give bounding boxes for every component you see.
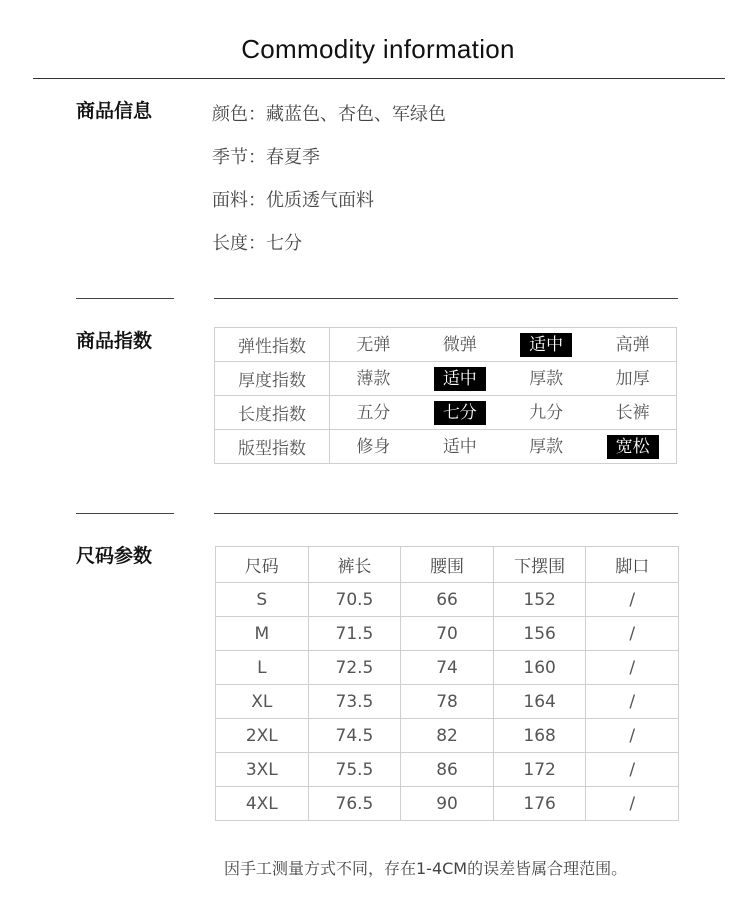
index-option-cell [417,362,503,396]
index-option-cell [503,362,589,396]
size-cell: L [216,651,309,685]
size-header-cell: 脚口 [586,547,679,583]
index-option: 九分 [529,402,564,423]
index-option-cell [330,362,417,396]
size-cell: 172 [493,753,586,787]
size-cell: 168 [493,719,586,753]
size-cell: 76.5 [308,787,401,821]
index-option: 长裤 [615,402,650,423]
size-cell: 82 [401,719,494,753]
size-cell: 73.5 [308,685,401,719]
index-option-selected: 适中 [434,367,486,391]
index-option-cell [589,362,676,396]
size-header-cell: 腰围 [401,547,494,583]
size-row [216,719,679,753]
size-row [216,685,679,719]
index-option-selected: 适中 [520,333,572,357]
size-cell: 72.5 [308,651,401,685]
size-cell: 86 [401,753,494,787]
index-option-cell [589,328,676,362]
size-cell: / [586,719,679,753]
size-cell: 176 [493,787,586,821]
index-option-cell [589,396,676,430]
size-row [216,583,679,617]
size-cell: / [586,787,679,821]
size-cell: M [216,617,309,651]
size-cell: 2XL [216,719,309,753]
product-index-table [214,327,677,464]
size-cell: 152 [493,583,586,617]
index-option-selected: 七分 [434,401,486,425]
product-info-heading: 商品信息 [76,100,153,122]
size-cell: 74.5 [308,719,401,753]
size-row [216,617,679,651]
index-option-cell [417,430,503,464]
page-title: Commodity information [241,34,515,64]
index-option: 厚款 [529,368,564,389]
index-label: 版型指数 [215,430,330,464]
index-option: 厚款 [529,436,564,457]
index-option: 修身 [356,436,391,457]
size-cell: 4XL [216,787,309,821]
info-fabric: 面料：优质透气面料 [212,190,374,211]
index-option-cell [330,430,417,464]
index-row [215,396,677,430]
index-label: 厚度指数 [215,362,330,396]
size-cell: 160 [493,651,586,685]
size-cell: XL [216,685,309,719]
index-option: 高弹 [615,334,650,355]
size-cell: S [216,583,309,617]
size-header-cell: 裤长 [308,547,401,583]
size-cell: / [586,651,679,685]
size-header-cell: 尺码 [216,547,309,583]
info-color: 颜色：藏蓝色、杏色、军绿色 [212,104,446,125]
product-index-heading: 商品指数 [76,330,153,352]
size-cell: 78 [401,685,494,719]
section-divider-short [76,298,174,299]
index-option: 五分 [356,402,391,423]
index-row [215,430,677,464]
size-cell: 75.5 [308,753,401,787]
size-table [215,546,679,821]
index-option-selected: 宽松 [607,435,659,459]
size-row [216,753,679,787]
size-cell: 164 [493,685,586,719]
size-cell: / [586,617,679,651]
size-cell: / [586,753,679,787]
section-divider-short [76,513,174,514]
size-cell: 156 [493,617,586,651]
size-cell: 70.5 [308,583,401,617]
size-cell: 70 [401,617,494,651]
index-option: 微弹 [442,334,477,355]
index-row [215,362,677,396]
section-divider-long [214,298,678,299]
size-cell: 90 [401,787,494,821]
size-cell: 74 [401,651,494,685]
index-label: 弹性指数 [215,328,330,362]
size-cell: 66 [401,583,494,617]
index-option-cell [503,328,589,362]
index-option-cell [330,328,417,362]
index-option-cell [417,396,503,430]
index-option-cell [503,396,589,430]
index-option-cell [589,430,676,464]
size-table-header [216,547,679,583]
size-params-heading: 尺码参数 [76,545,153,567]
index-option: 适中 [442,436,477,457]
index-row [215,328,677,362]
index-option: 薄款 [356,368,391,389]
measurement-note: 因手工测量方式不同，存在1-4CM的误差皆属合理范围。 [224,859,628,878]
size-cell: 71.5 [308,617,401,651]
section-divider-long [214,513,678,514]
size-cell: / [586,583,679,617]
size-header-cell: 下摆围 [493,547,586,583]
index-option-cell [417,328,503,362]
size-row [216,651,679,685]
index-option: 无弹 [356,334,391,355]
index-option-cell [503,430,589,464]
index-option-cell [330,396,417,430]
index-label: 长度指数 [215,396,330,430]
title-divider [33,78,725,79]
info-length: 长度：七分 [212,233,302,254]
size-cell: / [586,685,679,719]
size-cell: 3XL [216,753,309,787]
size-row [216,787,679,821]
info-season: 季节：春夏季 [212,147,320,168]
index-option: 加厚 [615,368,650,389]
